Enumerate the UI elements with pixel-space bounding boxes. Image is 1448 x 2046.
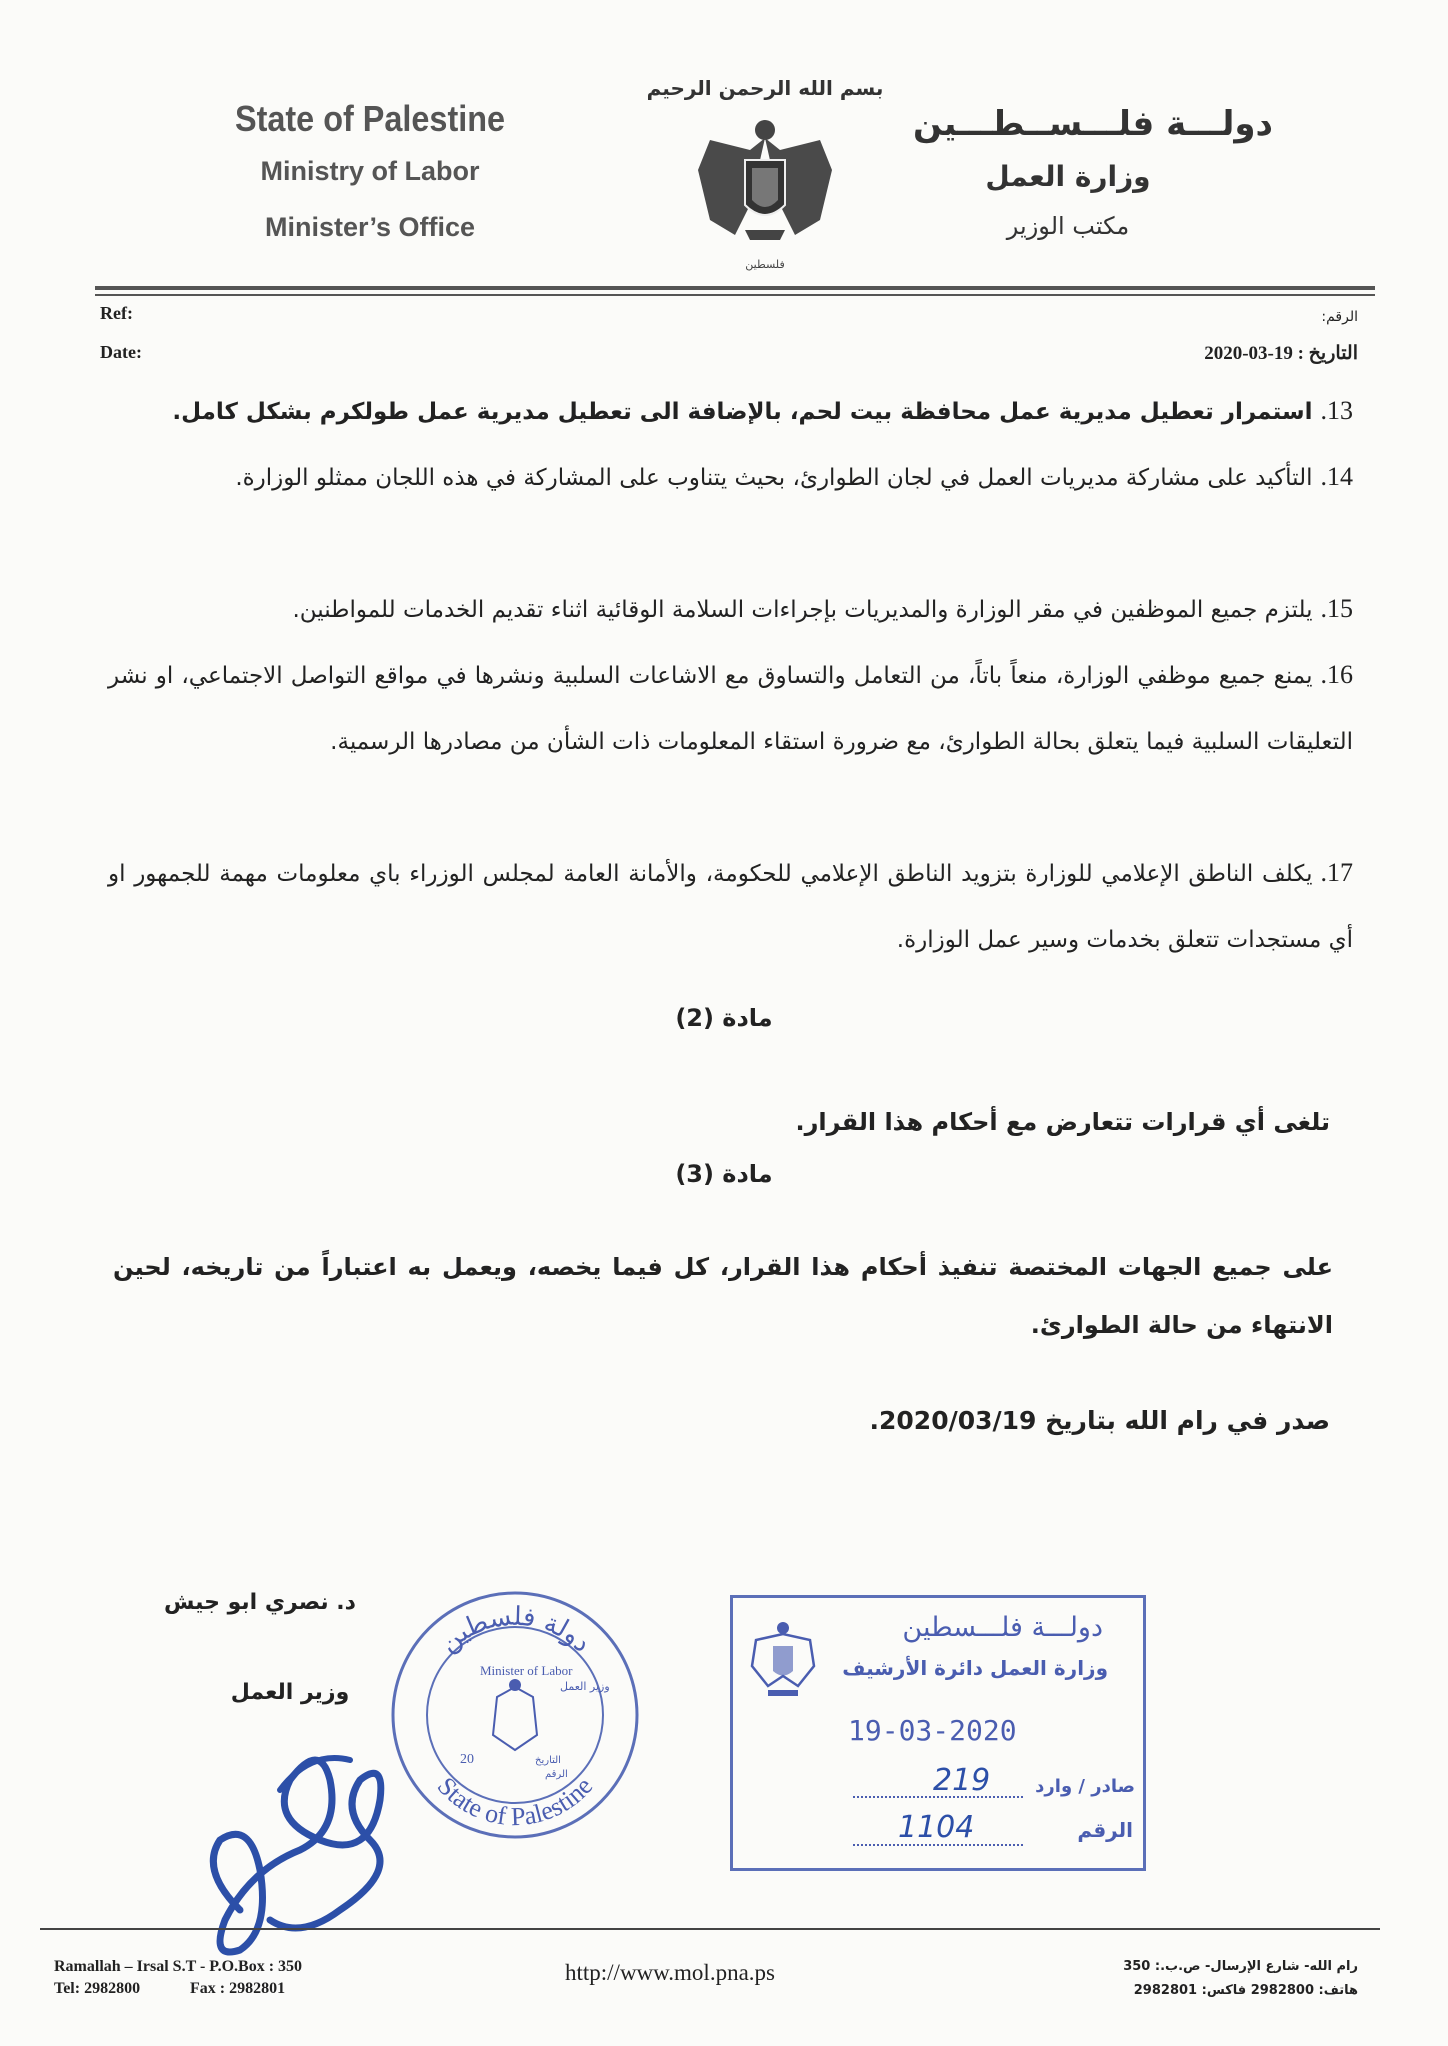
archive-stamp-num-value: 1104 <box>898 1810 975 1845</box>
list-item <box>108 576 1353 643</box>
handwritten-signature <box>180 1720 420 1970</box>
archive-stamp-type-label: صادر / وارد <box>1035 1776 1135 1797</box>
issued-line: صدر في رام الله بتاريخ 2020/03/19. <box>869 1406 1330 1435</box>
archive-stamp-num-dots <box>853 1844 1023 1846</box>
footer-en-tel: Tel: 2982800 <box>54 1980 141 1997</box>
archive-stamp-num-label: الرقم <box>1077 1818 1133 1842</box>
round-stamp-date-label: التاريخ <box>535 1755 561 1766</box>
footer-rule <box>40 1928 1380 1930</box>
round-stamp-year: 20 <box>460 1752 474 1767</box>
ar-ministry: وزارة العمل <box>985 160 1151 193</box>
round-stamp-bottom: State of Palestine <box>431 1771 599 1832</box>
item-text: يلتزم جميع الموظفين في مقر الوزارة والمديريات بإجراءات السلامة الوقائية اثناء تقديم الخدمات للمواطنين. <box>292 597 1313 623</box>
item-number: 15. <box>1320 594 1353 623</box>
eagle-emblem-icon <box>690 110 840 260</box>
signatory-title: وزير العمل <box>230 1680 350 1705</box>
list-item <box>108 378 1353 445</box>
list-item <box>108 642 1353 775</box>
ar-country: دولـــة فلـــســطـــين <box>913 104 1273 144</box>
item-text: يكلف الناطق الإعلامي للوزارة بتزويد الناطق الإعلامي للحكومة، والأمانة العامة لمجلس الوزراء باي معلومات مهمة للجمهور او أي مستجدات تتعلق بخدمات وسير عمل الوزارة. <box>108 861 1353 953</box>
item-number: 17. <box>1320 858 1353 887</box>
date-label: Date: <box>100 342 142 362</box>
footer-website: http://www.mol.pna.ps <box>565 1960 775 1985</box>
footer-en-address: Ramallah – Irsal S.T - P.O.Box : 350 <box>54 1958 303 1975</box>
article-3-text: على جميع الجهات المختصة تنفيذ أحكام هذا القرار، كل فيما يخصه، ويعمل به اعتباراً من تاريخه، لحين الانتهاء من حالة الطوارئ. <box>113 1253 1333 1339</box>
round-stamp-num-label: الرقم <box>545 1769 568 1780</box>
archive-stamp-emblem-icon <box>748 1616 818 1706</box>
archive-stamp-type-value: 219 <box>933 1763 991 1798</box>
ar-ref-label: الرقم: <box>1321 309 1358 325</box>
round-stamp-top: دولة فلسطين <box>433 1601 597 1659</box>
item-number: 14. <box>1320 462 1353 491</box>
item-text: استمرار تعطيل مديرية عمل محافظة بيت لحم، بالإضافة الى تعطيل مديرية عمل طولكرم بشكل كامل. <box>172 399 1313 425</box>
footer-en-fax: Fax : 2982801 <box>190 1980 286 1997</box>
archive-stamp-dept: وزارة العمل دائرة الأرشيف <box>842 1656 1108 1680</box>
article-2-title: مادة (2) <box>675 1004 773 1032</box>
ref-label: Ref: <box>100 303 133 323</box>
list-item <box>108 444 1353 511</box>
emblem-caption: فلسطين <box>745 258 785 271</box>
signatory-name: د. نصري ابو جيش <box>164 1590 356 1615</box>
archive-stamp-type-dots <box>853 1796 1023 1798</box>
en-ministry: Ministry of Labor <box>260 156 480 186</box>
archive-stamp-date: 19-03-2020 <box>848 1714 1017 1747</box>
item-text: يمنع جميع موظفي الوزارة، منعاً باتاً، من التعامل والتساوق مع الاشاعات السلبية ونشرها في مواقع التواصل الاجتماعي، او نشر التعليقات السلبية فيما يتعلق بحالة الطوارئ، مع ضرورة استقاء المعلومات ذات الشأن من مصادرها الرسمية. <box>108 663 1353 755</box>
archive-stamp-country: دولـــة فلـــسطين <box>902 1612 1103 1643</box>
ar-office: مكتب الوزير <box>1006 212 1130 240</box>
minister-round-stamp <box>385 1585 645 1845</box>
article-3-title: مادة (3) <box>675 1160 773 1188</box>
header-rule-thin <box>95 294 1375 296</box>
en-country: State of Palestine <box>234 98 506 139</box>
item-number: 16. <box>1320 660 1353 689</box>
basmala: بسم الله الرحمن الرحيم <box>646 76 884 100</box>
header-rule-thick <box>95 286 1375 290</box>
article-2-text: تلغى أي قرارات تتعارض مع أحكام هذا القرار. <box>795 1108 1330 1136</box>
item-text: التأكيد على مشاركة مديريات العمل في لجان الطوارئ، بحيث يتناوب على المشاركة في هذه اللجان ممثلو الوزارة. <box>235 465 1313 491</box>
item-number: 13. <box>1320 396 1353 425</box>
ar-date: التاريخ : 19-03-2020 <box>1204 343 1358 364</box>
round-stamp-ar-inner: وزير العمل <box>560 1680 610 1693</box>
list-item <box>108 840 1353 973</box>
archive-stamp <box>730 1595 1146 1871</box>
footer-ar-address: رام الله- شارع الإرسال- ص.ب.: 350 <box>1123 1959 1358 1974</box>
footer-ar-phone: هاتف: 2982800 فاكس: 2982801 <box>1133 1983 1358 1998</box>
en-office: Minister’s Office <box>264 212 476 242</box>
round-stamp-en-inner: Minister of Labor <box>480 1663 573 1678</box>
